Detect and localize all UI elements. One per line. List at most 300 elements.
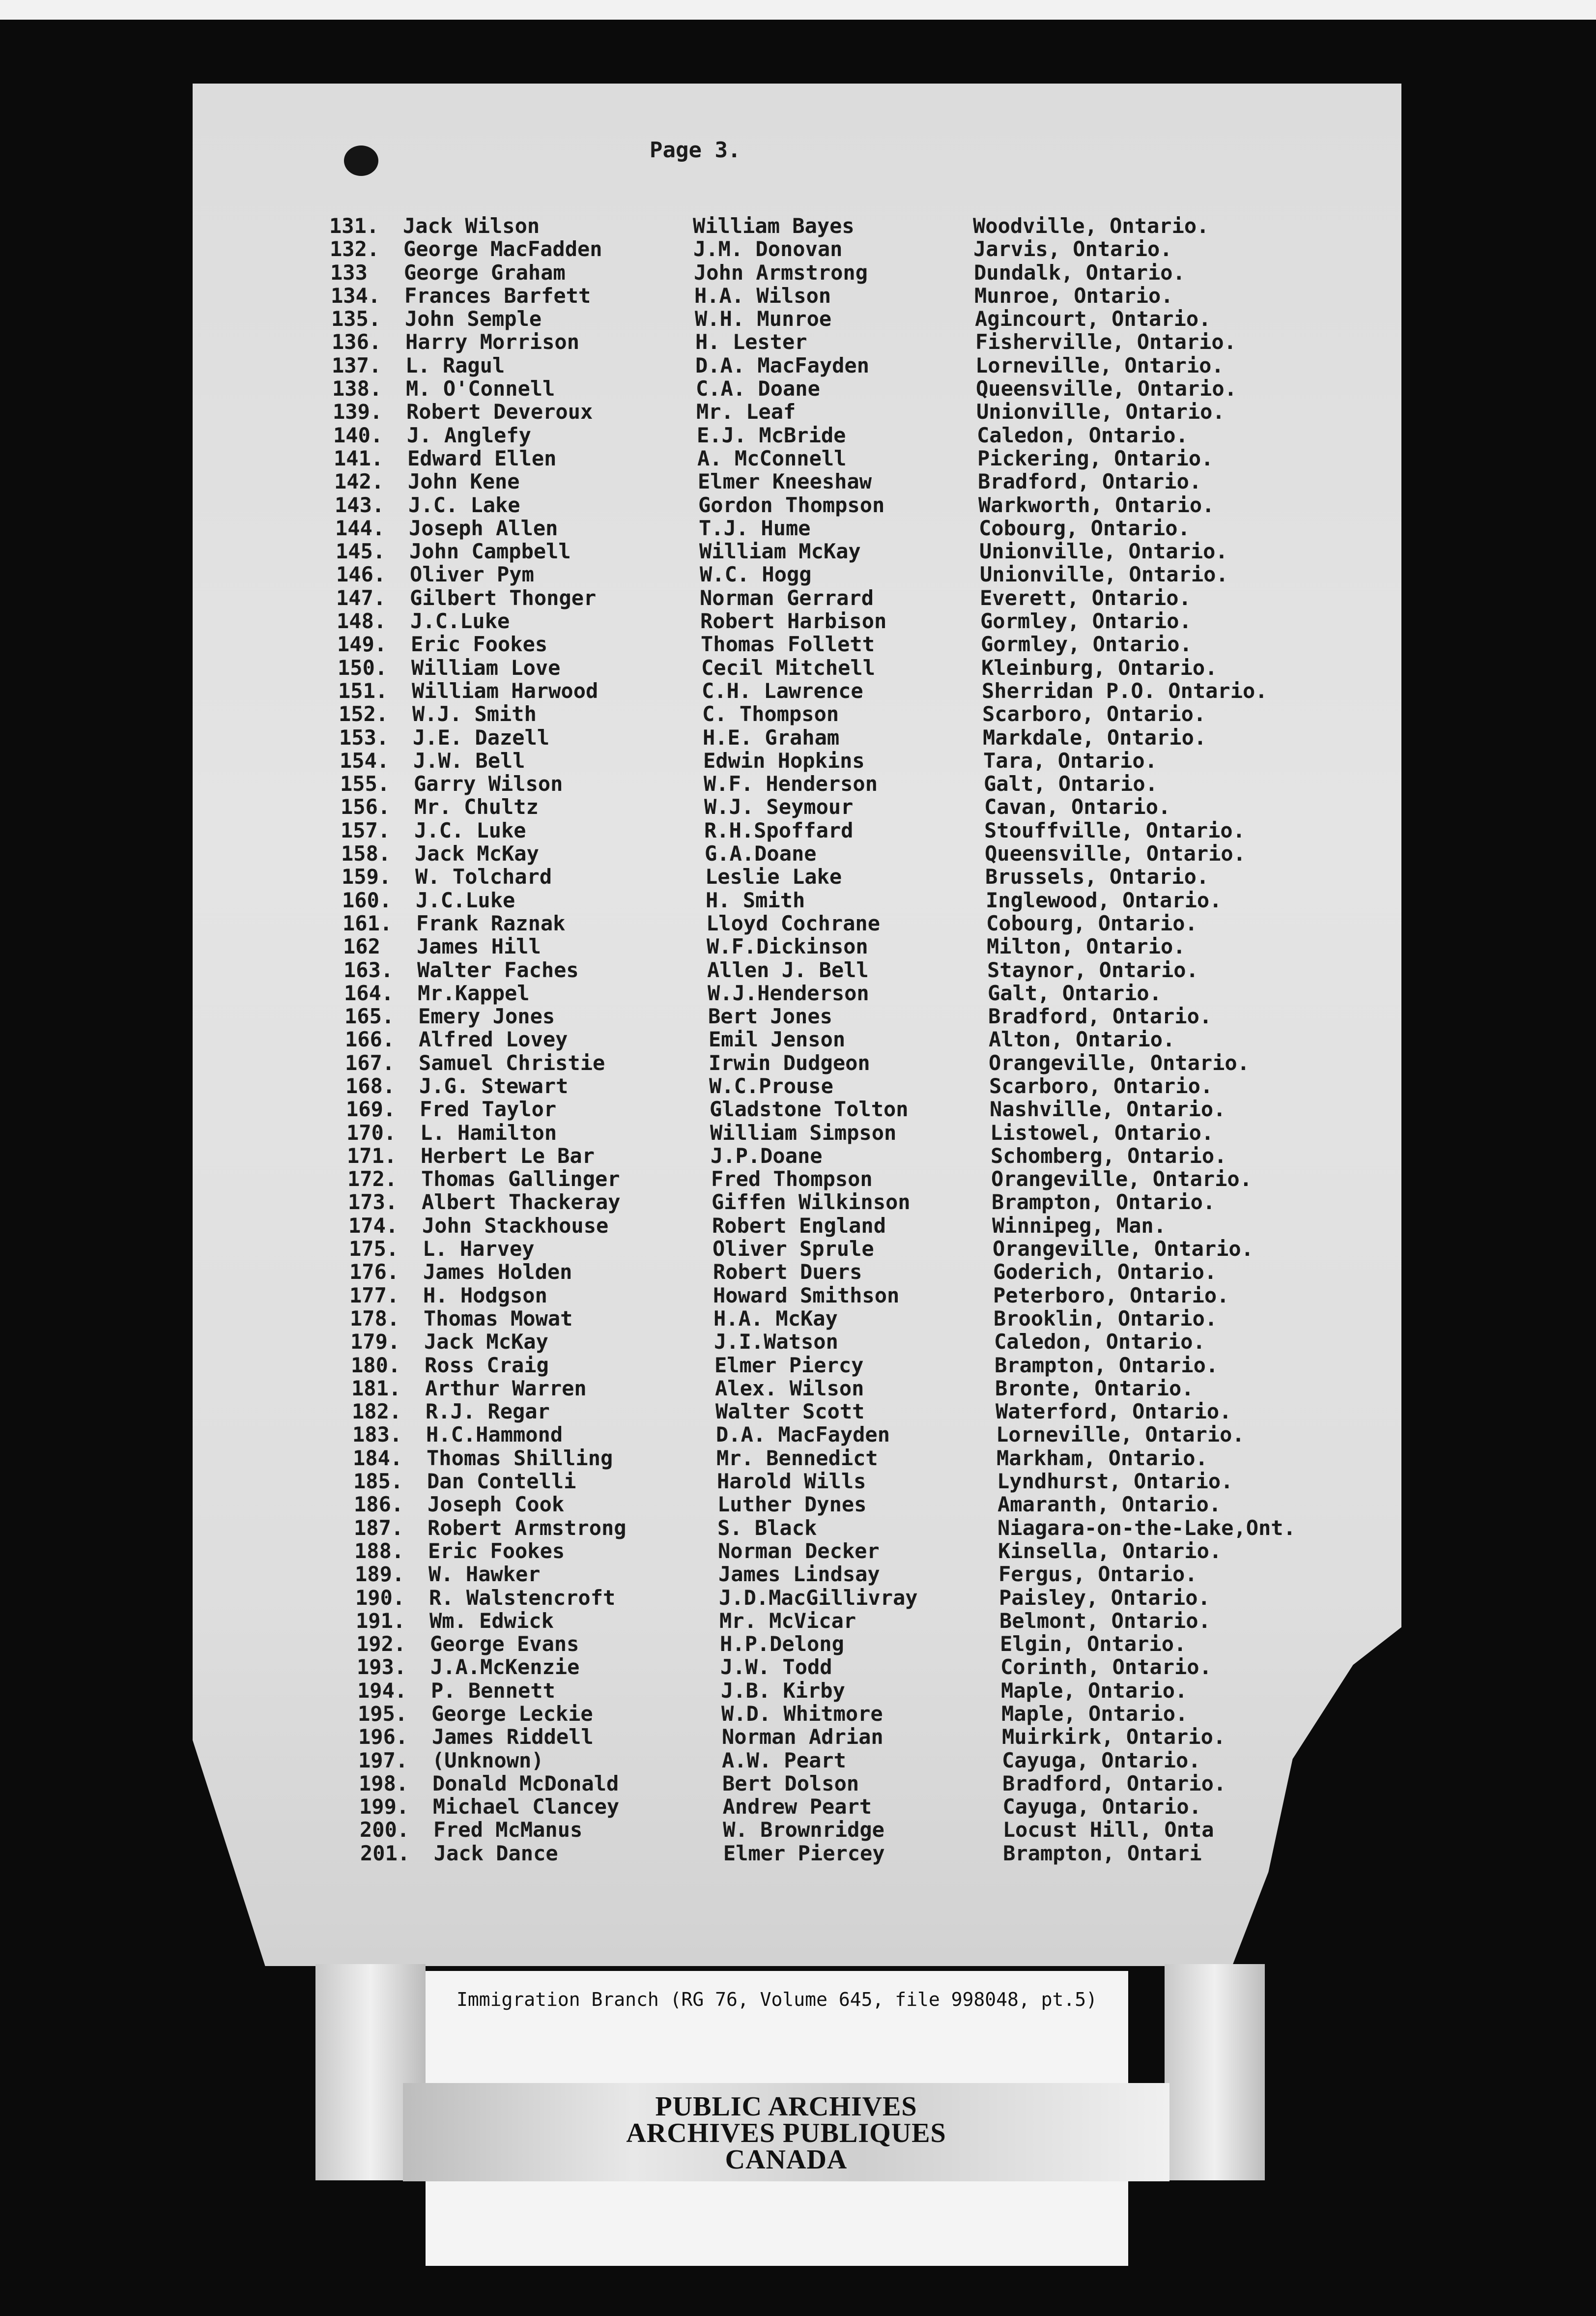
entry-name: H. Hodgson — [423, 1283, 547, 1307]
entry-number: 186. — [354, 1492, 404, 1517]
list-row — [355, 1586, 1346, 1609]
entry-name: Robert Deveroux — [406, 400, 593, 424]
entry-location: Queensville, Ontario. — [976, 376, 1237, 401]
entry-contact: E.J. McBride — [697, 423, 846, 447]
list-row — [351, 1354, 1346, 1377]
entry-name: George Graham — [404, 260, 566, 285]
list-row — [356, 1632, 1346, 1655]
list-row — [351, 1377, 1346, 1400]
entry-number: 179. — [350, 1330, 400, 1354]
entry-number: 131. — [329, 214, 379, 238]
entry-location: Unionville, Ontario. — [976, 400, 1225, 424]
stamp-line-2: ARCHIVES PUBLIQUES — [626, 2118, 946, 2148]
entry-location: Markham, Ontario. — [997, 1446, 1208, 1470]
entry-location: Maple, Ontario. — [1001, 1702, 1188, 1726]
entry-name: William Love — [411, 655, 561, 680]
entry-location: Woodville, Ontario. — [973, 214, 1209, 238]
entry-location: Caledon, Ontario. — [977, 423, 1188, 447]
entry-location: Maple, Ontario. — [1001, 1678, 1188, 1703]
entry-contact: Gladstone Tolton — [710, 1097, 909, 1122]
list-row — [331, 307, 1346, 330]
entry-number: 156. — [341, 795, 391, 819]
list-row — [360, 1818, 1346, 1841]
entry-number: 165. — [344, 1004, 395, 1029]
entry-contact: Fred Thompson — [711, 1167, 873, 1191]
entry-number: 162 — [343, 934, 380, 959]
entry-name: J.C.Luke — [416, 888, 515, 912]
entry-name: James Holden — [423, 1260, 572, 1284]
entry-name: John Kene — [408, 469, 520, 494]
list-row — [347, 1144, 1346, 1167]
stamp-line-1: PUBLIC ARCHIVES — [655, 2091, 917, 2122]
list-row — [337, 633, 1346, 656]
entry-name: Ross Craig — [425, 1353, 549, 1377]
entry-location: Cayuga, Ontario. — [1002, 1795, 1201, 1819]
entry-number: 175. — [349, 1237, 399, 1261]
entry-contact: A.W. Peart — [722, 1748, 846, 1772]
list-row — [342, 912, 1346, 935]
entry-contact: Allen J. Bell — [707, 957, 869, 982]
list-row — [356, 1609, 1346, 1632]
entry-name: W.J. Smith — [412, 702, 537, 726]
list-row — [349, 1237, 1346, 1260]
entry-contact: S. Black — [717, 1515, 817, 1540]
list-row — [340, 749, 1346, 772]
entry-contact: H. Smith — [706, 888, 805, 912]
entry-name: Frank Raznak — [416, 911, 566, 935]
list-row — [332, 330, 1346, 353]
entry-location: Bronte, Ontario. — [995, 1376, 1194, 1400]
entry-number: 138. — [332, 376, 382, 401]
entry-name: Michael Clancey — [432, 1795, 620, 1819]
entry-name: Albert Thackeray — [422, 1190, 621, 1215]
entry-contact: J.M. Donovan — [693, 237, 843, 261]
entry-contact: W.C. Hogg — [700, 562, 812, 587]
entry-location: Kinsella, Ontario. — [998, 1538, 1222, 1563]
entry-location: Cayuga, Ontario. — [1002, 1748, 1201, 1772]
entry-number: 151. — [338, 678, 388, 703]
list-row — [348, 1214, 1346, 1237]
entry-name: L. Harvey — [423, 1237, 535, 1261]
entry-name: J.G. Stewart — [419, 1073, 569, 1098]
entry-contact: Walter Scott — [715, 1399, 865, 1424]
entry-name: L. Hamilton — [420, 1120, 557, 1145]
list-row — [332, 354, 1346, 377]
list-row — [343, 958, 1346, 982]
entry-location: Bradford, Ontario. — [978, 469, 1202, 494]
entry-location: Schomberg, Ontario. — [991, 1143, 1227, 1168]
entry-location: Galt, Ontario. — [984, 772, 1158, 796]
entry-location: Orangeville, Ontario. — [993, 1237, 1254, 1261]
entry-contact: C. Thompson — [702, 702, 839, 726]
entry-number: 154. — [340, 748, 390, 773]
entry-number: 187. — [354, 1515, 404, 1540]
entry-location: Lyndhurst, Ontario. — [997, 1469, 1233, 1494]
entry-location: Orangeville, Ontario. — [989, 1050, 1250, 1075]
list-row — [335, 493, 1346, 517]
entry-name: George MacFadden — [403, 237, 602, 261]
entry-contact: Oliver Sprule — [712, 1237, 874, 1261]
entry-name: Herbert Le Bar — [421, 1143, 595, 1168]
entry-location: Brussels, Ontario. — [985, 865, 1209, 889]
entry-contact: R.H.Spoffard — [704, 818, 854, 842]
entry-location: Unionville, Ontario. — [979, 539, 1228, 564]
entry-number: 194. — [357, 1678, 407, 1703]
entry-location: Brampton, Ontario. — [995, 1353, 1219, 1377]
entry-number: 164. — [344, 981, 394, 1005]
entry-contact: C.A. Doane — [696, 376, 820, 401]
entry-number: 192. — [356, 1632, 406, 1656]
entry-name: Fred Taylor — [420, 1097, 557, 1122]
entry-number: 195. — [358, 1702, 408, 1726]
archive-tab-right — [1165, 1964, 1265, 2180]
entry-name: George Leckie — [431, 1702, 593, 1726]
entry-contact: Robert Harbison — [700, 609, 887, 634]
list-row — [354, 1493, 1346, 1516]
entry-contact: H.P.Delong — [720, 1632, 844, 1656]
list-row — [359, 1795, 1346, 1818]
entry-location: Corinth, Ontario. — [1000, 1655, 1212, 1679]
entry-location: Scarboro, Ontario. — [989, 1073, 1213, 1098]
entry-number: 196. — [358, 1725, 408, 1749]
entry-name: Garry Wilson — [414, 772, 563, 796]
entry-contact: D.A. MacFayden — [695, 353, 870, 377]
list-row — [337, 609, 1346, 633]
archive-reference-text: Immigration Branch (RG 76, Volume 645, file 998048, pt.5) — [456, 1989, 1098, 2010]
entry-location: Brooklin, Ontario. — [994, 1306, 1218, 1331]
entry-contact: Edwin Hopkins — [703, 748, 865, 773]
entry-location: Brampton, Ontari — [1003, 1841, 1202, 1865]
entry-location: Fergus, Ontario. — [998, 1562, 1197, 1587]
entry-name: James Hill — [417, 934, 541, 959]
entry-contact: Luther Dynes — [717, 1492, 867, 1517]
list-row — [338, 656, 1346, 679]
entry-location: Dundalk, Ontario. — [974, 260, 1185, 285]
list-row — [342, 889, 1346, 912]
entry-name: M. O'Connell — [406, 376, 555, 401]
entry-contact: James Lindsay — [718, 1562, 880, 1587]
list-row — [349, 1260, 1346, 1283]
entry-contact: W.F.Dickinson — [707, 934, 868, 959]
entry-contact: Elmer Piercey — [723, 1841, 885, 1865]
entry-name: Robert Armstrong — [428, 1515, 627, 1540]
entry-name: George Evans — [430, 1632, 579, 1656]
entry-number: 200. — [360, 1818, 410, 1842]
entry-contact: Andrew Peart — [722, 1795, 872, 1819]
entry-name: John Semple — [405, 307, 542, 331]
entry-name: Thomas Mowat — [424, 1306, 573, 1331]
entry-location: Belmont, Ontario. — [999, 1608, 1211, 1633]
scanner-top-band — [0, 0, 1596, 20]
entry-location: Nashville, Ontario. — [990, 1097, 1226, 1122]
list-row — [331, 284, 1346, 307]
list-row — [353, 1470, 1346, 1493]
entry-location: Queensville, Ontario. — [985, 841, 1246, 866]
entry-name: Eric Fookes — [411, 632, 548, 657]
list-row — [349, 1284, 1346, 1307]
entry-contact: W.J. Seymour — [704, 795, 854, 819]
list-row — [358, 1702, 1346, 1725]
entry-location: Inglewood, Ontario. — [986, 888, 1222, 912]
entry-location: Cavan, Ontario. — [984, 795, 1171, 819]
list-row — [341, 842, 1346, 865]
entry-contact: Norman Gerrard — [700, 585, 874, 610]
entry-name: J.W. Bell — [413, 748, 525, 773]
entry-name: (Unknown) — [432, 1748, 544, 1772]
entry-number: 144. — [335, 516, 385, 540]
list-row — [359, 1772, 1346, 1795]
list-row — [360, 1842, 1346, 1865]
entry-contact: G.A.Doane — [705, 841, 817, 866]
list-row — [358, 1725, 1346, 1748]
entry-name: William Harwood — [412, 678, 598, 703]
entry-name: R. Walstencroft — [429, 1585, 616, 1610]
entry-number: 135. — [331, 307, 381, 331]
page-title: Page 3. — [650, 138, 741, 163]
stamp-line-3: CANADA — [725, 2144, 848, 2175]
entry-location: Caledon, Ontario. — [994, 1330, 1205, 1354]
entry-number: 181. — [351, 1376, 401, 1400]
list-row — [336, 586, 1346, 609]
list-row — [357, 1655, 1346, 1679]
entry-location: Cobourg, Ontario. — [979, 516, 1190, 540]
entry-number: 177. — [349, 1283, 399, 1307]
entry-number: 160. — [342, 888, 392, 912]
entry-number: 185. — [353, 1469, 403, 1494]
entry-contact: Emil Jenson — [709, 1027, 846, 1052]
list-row — [341, 819, 1346, 842]
list-row — [333, 424, 1346, 447]
entry-name: Wm. Edwick — [429, 1608, 554, 1633]
list-row — [340, 772, 1346, 795]
list-row — [336, 563, 1346, 586]
entry-number: 190. — [355, 1585, 405, 1610]
entry-contact: Howard Smithson — [713, 1283, 900, 1307]
entry-number: 159. — [342, 865, 392, 889]
entry-name: Dan Contelli — [427, 1469, 576, 1494]
archives-stamp — [403, 2083, 1169, 2181]
entry-contact: Norman Decker — [718, 1538, 880, 1563]
entry-name: Mr. Chultz — [414, 795, 539, 819]
entry-name: Oliver Pym — [410, 562, 534, 587]
entry-location: Niagara-on-the-Lake,Ont. — [998, 1515, 1296, 1540]
entry-name: Thomas Gallinger — [421, 1167, 620, 1191]
entry-contact: Robert England — [712, 1213, 886, 1238]
entry-contact: Robert Duers — [713, 1260, 862, 1284]
list-row — [341, 795, 1346, 818]
list-row — [343, 935, 1346, 958]
entry-location: Staynor, Ontario. — [987, 957, 1198, 982]
entry-number: 155. — [340, 772, 390, 796]
entry-name: J.C.Luke — [410, 609, 510, 634]
entry-name: John Stackhouse — [422, 1213, 609, 1238]
entry-location: Goderich, Ontario. — [993, 1260, 1217, 1284]
entry-number: 136. — [332, 330, 382, 354]
entry-number: 171. — [347, 1143, 397, 1168]
entry-number: 133 — [330, 260, 368, 285]
list-row — [344, 982, 1346, 1005]
entry-location: Waterford, Ontario. — [996, 1399, 1232, 1424]
entry-name: Eric Fookes — [428, 1538, 565, 1563]
entry-location: Tara, Ontario. — [983, 748, 1158, 773]
entry-name: Walter Faches — [417, 957, 579, 982]
entry-number: 146. — [336, 562, 386, 587]
entry-contact: Elmer Piercy — [714, 1353, 864, 1377]
list-row — [330, 261, 1346, 284]
entry-number: 132. — [330, 237, 380, 261]
list-row — [353, 1447, 1346, 1470]
entry-number: 178. — [350, 1306, 400, 1331]
list-row — [333, 400, 1346, 423]
entry-location: Alton, Ontario. — [989, 1027, 1175, 1052]
entry-location: Unionville, Ontario. — [980, 562, 1228, 587]
list-row — [348, 1190, 1346, 1214]
entry-name: Frances Barfett — [404, 283, 591, 308]
entry-number: 199. — [359, 1795, 409, 1819]
entry-name: Harry Morrison — [405, 330, 580, 354]
entry-number: 140. — [333, 423, 383, 447]
entry-contact: Bert Dolson — [722, 1771, 859, 1795]
entry-contact: John Armstrong — [694, 260, 868, 285]
entry-location: Sherridan P.O. Ontario. — [982, 678, 1268, 703]
entry-contact: Irwin Dudgeon — [709, 1050, 870, 1075]
entry-number: 173. — [348, 1190, 398, 1215]
entry-contact: J.W. Todd — [720, 1655, 832, 1679]
entry-name: L. Ragul — [405, 353, 505, 377]
entry-number: 166. — [345, 1027, 395, 1052]
entry-number: 163. — [343, 957, 394, 982]
entry-number: 167. — [345, 1050, 395, 1075]
entry-contact: Alex. Wilson — [715, 1376, 864, 1400]
entry-number: 149. — [337, 632, 387, 657]
entry-location: Kleinburg, Ontario. — [981, 655, 1218, 680]
entry-contact: J.D.MacGillivray — [719, 1585, 918, 1610]
list-row — [355, 1563, 1346, 1586]
entry-name: Jack Wilson — [403, 214, 540, 238]
punch-hole — [344, 145, 378, 176]
entry-number: 147. — [336, 585, 386, 610]
entry-location: Elgin, Ontario. — [1000, 1632, 1187, 1656]
entry-contact: Norman Adrian — [722, 1725, 884, 1749]
entry-name: James Riddell — [432, 1725, 594, 1749]
entry-number: 180. — [351, 1353, 401, 1377]
entry-contact: J.P.Doane — [711, 1143, 823, 1168]
entry-number: 191. — [356, 1608, 406, 1633]
list-row — [345, 1074, 1346, 1098]
entry-location: Winnipeg, Man. — [992, 1213, 1167, 1238]
entry-name: Thomas Shilling — [427, 1446, 613, 1470]
entry-location: Bradford, Ontario. — [988, 1004, 1212, 1029]
entry-location: Galt, Ontario. — [988, 981, 1162, 1005]
entry-contact: Giffen Wilkinson — [712, 1190, 911, 1215]
entry-location: Orangeville, Ontario. — [991, 1167, 1253, 1191]
entry-contact: T.J. Hume — [699, 516, 811, 540]
entry-location: Bradford, Ontario. — [1002, 1771, 1226, 1795]
entry-location: Fisherville, Ontario. — [975, 330, 1237, 354]
entry-name: Fred McManus — [433, 1818, 583, 1842]
entry-location: Locust Hill, Onta — [1002, 1818, 1214, 1842]
list-row — [352, 1423, 1346, 1446]
entry-number: 172. — [347, 1167, 398, 1191]
list-row — [332, 377, 1346, 400]
entry-number: 157. — [341, 818, 391, 842]
list-row — [338, 679, 1346, 702]
entry-location: Jarvis, Ontario. — [973, 237, 1172, 261]
entry-location: Lorneville, Ontario. — [996, 1422, 1245, 1447]
list-row — [335, 517, 1346, 540]
list-row — [352, 1400, 1346, 1423]
entry-location: Cobourg, Ontario. — [986, 911, 1197, 935]
entry-location: Listowel, Ontario. — [990, 1120, 1214, 1145]
entry-number: 176. — [349, 1260, 399, 1284]
entry-name: Jack McKay — [424, 1330, 548, 1354]
list-row — [346, 1098, 1346, 1121]
entry-location: Gormley, Ontario. — [981, 632, 1192, 657]
entry-contact: C.H. Lawrence — [702, 678, 863, 703]
entry-name: Joseph Cook — [428, 1492, 565, 1517]
list-row — [339, 726, 1346, 749]
entry-location: Warkworth, Ontario. — [978, 492, 1215, 517]
entry-location: Peterboro, Ontario. — [993, 1283, 1229, 1307]
entry-number: 197. — [358, 1748, 408, 1772]
entry-number: 184. — [353, 1446, 403, 1470]
entry-number: 183. — [352, 1422, 402, 1447]
entry-number: 189. — [355, 1562, 405, 1587]
list-row — [358, 1749, 1346, 1772]
entry-number: 198. — [359, 1771, 409, 1795]
list-row — [329, 214, 1346, 237]
entry-location: Paisley, Ontario. — [999, 1585, 1210, 1610]
list-row — [350, 1330, 1346, 1353]
entry-number: 137. — [332, 353, 382, 377]
entry-name: J.C. Lake — [408, 492, 520, 517]
entry-name: J. Anglefy — [407, 423, 531, 447]
entry-contact: W. Brownridge — [723, 1818, 884, 1842]
entry-number: 169. — [346, 1097, 396, 1122]
entry-contact: Elmer Kneeshaw — [698, 469, 872, 494]
entry-location: Brampton, Ontario. — [992, 1190, 1216, 1215]
list-row — [345, 1028, 1346, 1051]
entry-number: 161. — [342, 911, 393, 935]
entry-name: W. Tolchard — [415, 865, 552, 889]
entry-location: Amaranth, Ontario. — [998, 1492, 1222, 1517]
entry-contact: Harold Wills — [717, 1469, 866, 1494]
entry-location: Markdale, Ontario. — [983, 725, 1207, 750]
list-row — [330, 237, 1346, 261]
entry-number: 182. — [352, 1399, 402, 1424]
entry-contact: W.C.Prouse — [709, 1073, 833, 1098]
entry-contact: Lloyd Cochrane — [706, 911, 881, 935]
list-row — [342, 865, 1346, 888]
entry-name: J.A.McKenzie — [430, 1655, 580, 1679]
entry-number: 158. — [341, 841, 391, 866]
entry-name: Gilbert Thonger — [410, 585, 597, 610]
entry-location: Munroe, Ontario. — [974, 283, 1173, 308]
entry-number: 174. — [348, 1213, 399, 1238]
entry-contact: H. Lester — [695, 330, 807, 354]
entry-contact: Thomas Follett — [701, 632, 875, 657]
entry-location: Milton, Ontario. — [987, 934, 1186, 959]
entry-number: 142. — [334, 469, 384, 494]
entry-contact: William Bayes — [693, 214, 855, 238]
entry-number: 134. — [331, 283, 381, 308]
entry-number: 143. — [335, 492, 385, 517]
entry-name: Mr.Kappel — [418, 981, 530, 1005]
entry-contact: J.B. Kirby — [721, 1678, 845, 1703]
list-row — [346, 1121, 1346, 1144]
entry-number: 168. — [345, 1073, 396, 1098]
entry-number: 188. — [354, 1538, 404, 1563]
